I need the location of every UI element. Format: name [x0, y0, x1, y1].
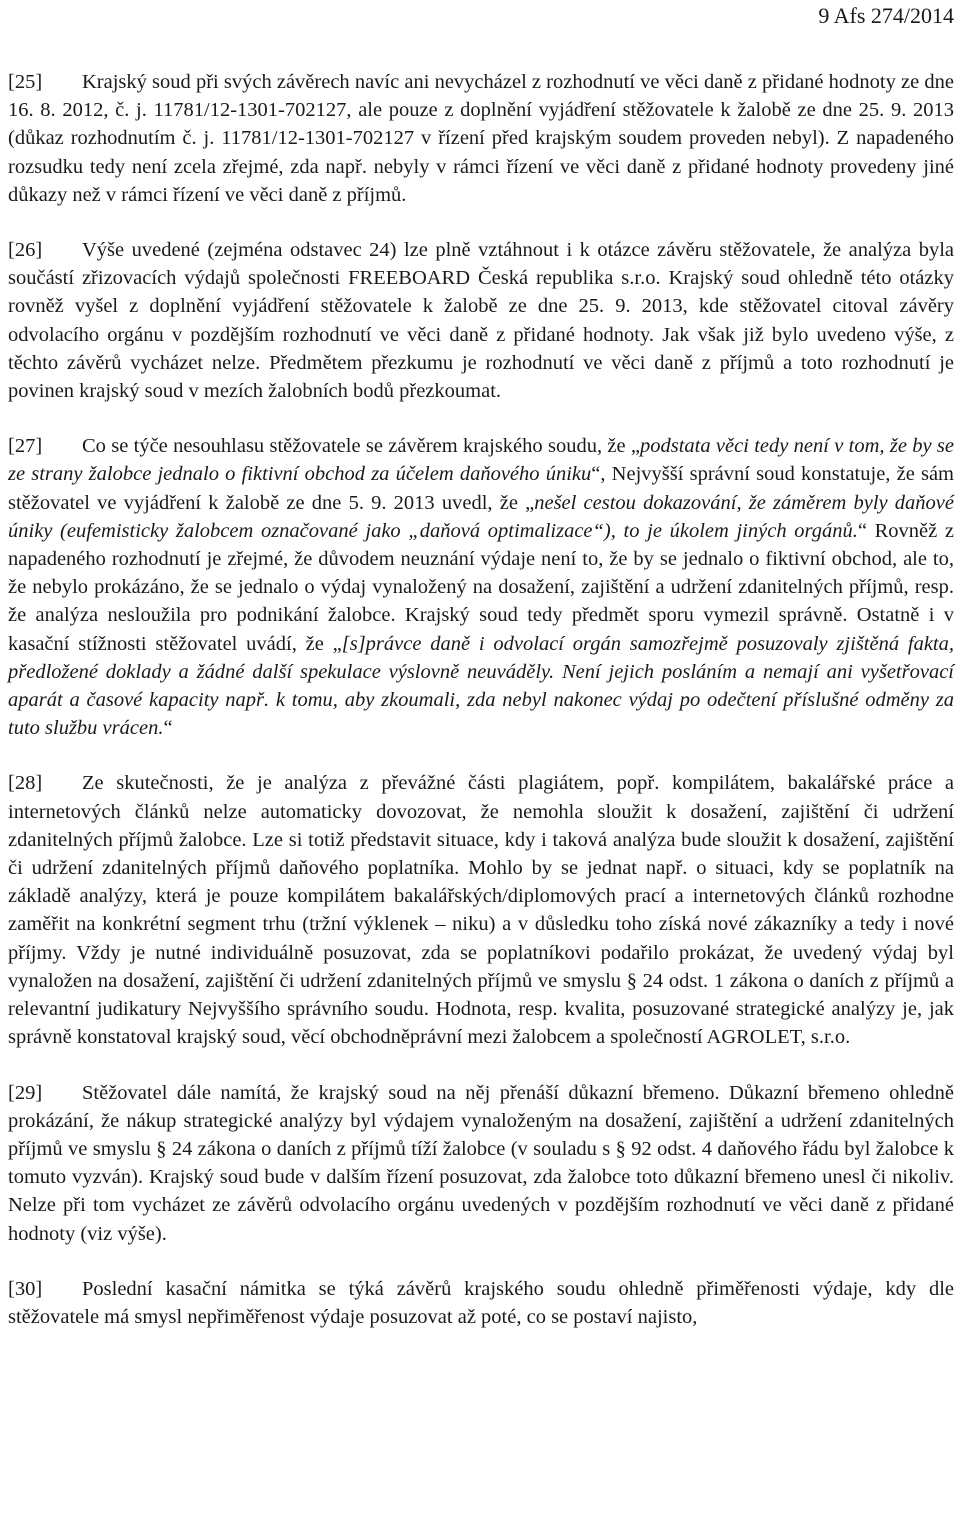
case-reference: 9 Afs 274/2014: [818, 3, 954, 28]
paragraph-text: “ Rovněž z napadeného rozhodnutí je zřejmé, že důvodem neuznání výdaje není to, že by se jednalo o fiktivní obchod, ale to, že nebylo prokázáno, že se jednalo o výdaj vynaložený na dosažení, zajištění a udržení zdanitelných příjmů, resp. že analýza nesloužila pro podnikání žalobce. Krajský soud tedy předmět sporu vymezil správně. Ostatně i v kasační stížnosti stěžovatel uvádí, že „: [8, 519, 954, 655]
paragraph-text: “: [163, 717, 173, 740]
paragraph-number: [28]: [8, 772, 43, 795]
paragraph-text: Co se týče nesouhlasu stěžovatele se závěrem krajského soudu, že „: [82, 435, 640, 458]
document-body: [8, 68, 954, 1358]
paragraph-text: Výše uvedené (zejména odstavec 24) lze plně vztáhnout i k otázce závěru stěžovatele, že analýza byla součástí zřizovacích výdajů společnosti FREEBOARD Česká republika s.r.o. Krajský soud ohledně této otázky rovněž vyšel z doplnění vyjádření stěžovatele k žalobě ze dne 25. 9. 2013, kde stěžovatel citoval závěry odvolacího orgánu v pozdějším rozhodnutí ve věci daně z přidané hodnoty. Jak však již bylo uvedeno výše, z těchto závěrů vycházet nelze. Předmětem přezkumu je rozhodnutí ve věci daně z příjmů a toto rozhodnutí je povinen krajský soud v mezích žalobních bodů přezkoumat.: [8, 239, 954, 403]
quote-cassation-complaint: [s]právce daně i odvolací orgán samozřejmě posuzovaly zjištěná fakta, předložené doklady a žádné další spekulace výslovně neuváděly. Není jejich posláním a nemají ani vyšetřovací aparát a časové kapacity např. k tomu, aby zkoumali, zda nebyl nakonec výdaj po odečtení příslušné odměny za tuto službu vrácen.: [8, 632, 955, 740]
paragraph-number: [29]: [8, 1081, 43, 1104]
quote-complainant: nešel cestou dokazování, že záměrem byly daňové úniky (eufemisticky žalobcem označované jako „daňová optimalizace“), to je úkolem jiných orgánů.: [8, 491, 954, 542]
paragraph-number: [26]: [8, 239, 43, 262]
paragraph-number: [27]: [8, 435, 43, 458]
paragraph-number: [25]: [8, 71, 43, 93]
paragraph-30: [8, 1275, 954, 1331]
paragraph-28: [8, 769, 954, 1051]
paragraph-number: [30]: [8, 1277, 43, 1300]
paragraph-26: [8, 236, 954, 405]
paragraph-text: Ze skutečnosti, že je analýza z převážné části plagiátem, popř. kompilátem, bakalářské práce a internetových článků nelze automaticky dovozovat, že nemohla sloužit k dosažení, zajištění či udržení zdanitelných příjmů žalobce. Lze si totiž představit situace, kdy i taková analýza bude sloužit k dosažení, zajištění či udržení zdanitelných příjmů daňového poplatníka. Mohlo by se jednat např. o situaci, kdy se poplatník na základě analýzy, která je pouze kompilátem bakalářských/diplomových prací a internetových článků rozhodne zaměřit na konkrétní segment trhu (tržní výklenek – niku) a v důsledku toho získá nové zákazníky a tedy i nové příjmy. Vždy je nutné individuálně posuzovat, zda se poplatníkovi podařilo prokázat, že uvedený výdaj byl vynaložen na dosažení, zajištění či udržení zdanitelných příjmů ve smyslu § 24 odst. 1 zákona o daních z příjmů a relevantní judikatury Nejvyššího správního soudu. Hodnota, resp. kvalita, posuzované strategické analýzy je, jak správně konstatoval krajský soud, věcí obchodněprávní mezi žalobcem a společností AGROLET, s.r.o.: [8, 772, 954, 1049]
paragraph-27: [8, 432, 954, 742]
paragraph-text: Poslední kasační námitka se týká závěrů krajského soudu ohledně přiměřenosti výdaje, kdy dle stěžovatele má smysl nepřiměřenost výdaje posuzovat až poté, co se postaví najisto,: [8, 1277, 954, 1328]
quote-regional-court: podstata věci tedy není v tom, že by se ze strany žalobce jednalo o fiktivní obchod za účelem daňového úniku: [8, 435, 954, 486]
paragraph-text: Stěžovatel dále namítá, že krajský soud na něj přenáší důkazní břemeno. Důkazní břemeno ohledně prokázání, že nákup strategické analýzy byl výdajem vynaloženým na dosažení, zajištění a udržení zdanitelných příjmů ve smyslu § 24 zákona o daních z příjmů tíží žalobce (v souladu s § 92 odst. 4 daňového řádu byl žalobce k tomuto vyzván). Krajský soud bude v dalším řízení posuzovat, zda žalobce toto důkazní břemeno unesl či nikoliv. Nelze při tom vycházet ze závěrů odvolacího orgánu uvedených v pozdějším rozhodnutí ve věci daně z přidané hodnoty (viz výše).: [8, 1081, 954, 1245]
paragraph-text: Krajský soud při svých závěrech navíc ani nevycházel z rozhodnutí ve věci daně z přidané hodnoty ze dne 16. 8. 2012, č. j. 11781/12-1301-702127, ale pouze z doplnění vyjádření stěžovatele k žalobě ze dne 25. 9. 2013 (důkaz rozhodnutím č. j. 11781/12-1301-702127 v řízení před krajským soudem proveden nebyl). Z napadeného rozsudku tedy není zcela zřejmé, zda např. nebyly v rámci řízení ve věci daně z přidané hodnoty provedeny jiné důkazy než v rámci řízení ve věci daně z příjmů.: [8, 71, 954, 206]
paragraph-text: “, Nejvyšší správní soud konstatuje, že sám stěžovatel ve vyjádření k žalobě ze dne 5. 9. 2013 uvedl, že „: [8, 463, 954, 514]
paragraph-25: [8, 68, 954, 209]
paragraph-29: [8, 1079, 954, 1248]
